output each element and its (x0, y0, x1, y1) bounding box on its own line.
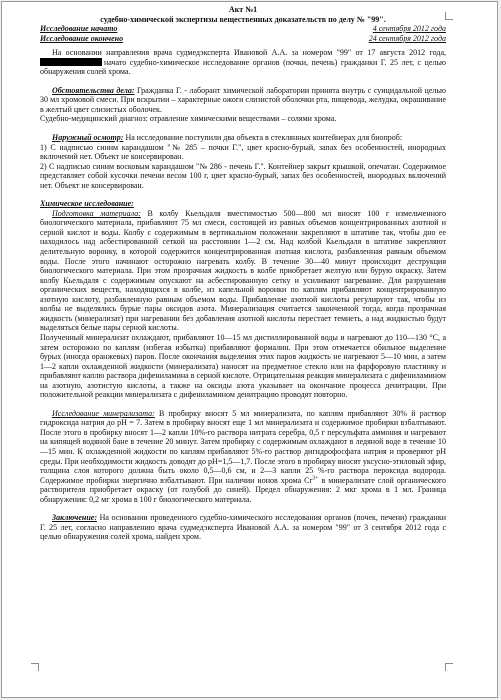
conclusion-paragraph (40, 513, 446, 542)
inspection-label: Наружный осмотр: (52, 133, 124, 143)
conclusion-text: На основании проведенного судебно-химического исследования органов (почек, печени) гражданки Г. 25 лет, согласно направлению врача судмедэксперта Ивановой А.А. за номером "99" от 3 сентября 2012 года с целью обнаружения солей хрома, найден хром. (40, 513, 446, 542)
inspection-item-2: 2) С надписью синим восковым карандашом "№ 286 - печень Г.". Контейнер закрыт крышкой, опечатан. Содержимое представляет собой кусочки печени весом 100 г, цвет красно-бурый, запах без особенностей, инородных включений нет. Объект не консервирован. (40, 161, 446, 190)
document-body (40, 5, 446, 542)
inspection-text: На исследование поступили два объекта в стеклянных контейнерах для биопроб: (123, 133, 403, 143)
margin-mark (31, 663, 39, 671)
started-date: 4 сентября 2012 года (372, 24, 446, 34)
conclusion-label: Заключение: (52, 513, 97, 523)
margin-mark (445, 663, 453, 671)
document-page (1, 1, 498, 698)
ended-label: Исследование окончено (40, 33, 124, 43)
preparation-paragraph-2: Полученный минерализат охлаждают, прибавляют 10—15 мл дистиллированной воды и нагревают до 110—130 °С, а затем осторожно по каплям (избегая избытка) прибавляют формалин. При этом отмечается обильное выделение бурых (иногда оранжевых) паров. После окончания выделения этих паров жидкость не нагревают 5—10 мин, а затем 1—2 капли охлажденной жидкости (минерализата) наносят на предметное стекло или на фарфоровую пластинку и прибавляют каплю раствора дифениламина в серной кислоте. Отрицательная реакция минерализата с дифениламином на азотную, азотистую кислоты, а также на оксиды азота указывает на окончание процесса денитрации. При положительной реакции минерализата с дифениламином денитрацию проводят повторно. (40, 332, 446, 400)
redaction-block (40, 58, 102, 66)
started-row (40, 24, 446, 34)
mineralizate-text-a: В пробирку вносят 5 мл минерализата, по каплям прибавляют 30% й раствор гидроксида натрия до pH = 7. Затем в пробирку вносят еще 1 мл минерализата и содержимое пробирки взбалтывают. После этого в пробирку вносят 1—2 капли 10%-го раствора нитрата серебра, 0,5 г персульфата аммония и нагревают на кипящей водяной бане в течение 20 минут. Затем пробирку с содержимым охлаждают в ледяной воде в течение 10—15 мин. К охлажденной жидкости по каплям прибавляют 5%-го раствор дигидрофосфата натрия и проверяют рН среды. При необходимости жидкость доводят до pH=1,5—1,7. После этого в пробирку вносят уксусно-этиловый эфир, толщина слоя которого должна быть около 0,5—0,6 см, и 2—3 капли 25 %-го раствора пероксида водорода. Содержимое пробирки энергично взбалтывают. При наличии ионов хрома Cr (40, 408, 446, 485)
intro-paragraph (40, 48, 446, 77)
diagnosis-text: Судебно-медицинский диагноз: отравление химическими веществами – солями хрома. (40, 114, 337, 124)
intro-line1: На основании направления врача судмедэксперта Ивановой А.А. за номером "99" от 17 августа 2012 года, (52, 48, 446, 58)
mineralizate-paragraph (40, 409, 446, 504)
inspection-paragraph (40, 133, 446, 143)
margin-mark (445, 12, 453, 20)
mineralizate-label: Исследование минерализата: (52, 408, 155, 418)
circumstances-text: Гражданка Г. - лаборант химической лаборатории принята внутрь с суицидальной целью 30 мл хромовой смеси. При вскрытии – характерные ожоги слизистой оболочки рта, пищевода, желудка, окрашивание в желтый цвет слизистых оболочек. (40, 85, 446, 114)
preparation-label: Подготовка материала: (52, 208, 141, 218)
ended-row (40, 34, 446, 44)
inspection-item-1: 1) С надписью синим карандашом "№ 285 – почки Г.", цвет красно-бурый, запах без особенностей, инородных включений нет. Объект не консервирован. (40, 142, 446, 162)
document-title: Акт №1 (228, 5, 258, 14)
research-heading: Химическое исследование: (40, 199, 134, 209)
circumstances-label: Обстоятельства дела: (52, 85, 135, 95)
preparation-text: В колбу Кьельдаля вместимостью 500—800 мл вносят 100 г измельченного биологического материала, прибавляют 75 мл смеси, состоящей из равных объемов концентрированных азотной и серной кислот и воды. Колбу с содержимым в вертикальном положении закрепляют в штативе так, чтобы дно ее находилось над асбестированной сеткой на расстоянии 1—2 см. Над колбой Кьельдаля в штативе закрепляют делительную воронку, в которой содержится концентрированная азотная кислота, разбавленная равным объемом воды. После этого начинают осторожно нагревать колбу. В течение 30—40 минут происходит деструкция биологического материала. При этом прозрачная жидкость в колбе приобретает желтую или бурую окраску. Затем колбу Кьельдаля с содержимым опускают на асбестированную сетку и усиливают нагревание. Для разрушения органических веществ, находящихся в колбе, из капельной воронки по каплям прибавляют концентрированную азотную кислоту, разбавленную равным объемом воды. Прибавление азотной кислоты регулируют так, чтобы из колбы не выделялись бурые пары оксидов азота. Минерализация считается законченной тогда, когда прозрачная жидкость (минерализат) при нагревании без добавления азотной кислоты перестает темнеть, а над жидкостью будут выделяться белые пары серной кислоты. (40, 208, 446, 333)
preparation-paragraph (40, 209, 446, 333)
ended-date: 24 сентября 2012 года (368, 33, 446, 43)
started-label: Исследование начато (40, 24, 118, 34)
chromium-superscript: 3+ (312, 474, 319, 481)
intro-line2: начато судебно-химическое исследование органов (почки, печень) гражданки Г. 25 лет, с целью обнаружения солей хрома. (40, 57, 446, 77)
circumstances-paragraph (40, 86, 446, 115)
document-subtitle: судебно-химической экспертизы вещественных доказательств по делу № "99". (100, 14, 386, 24)
mineralizate-text-b: в минерализате слой органического растворителя приобретает окраску (от голубой до синей). Предел обнаружения: 2 мкг хромa в 1 мл. Граница обнаружения: 0,2 мг хрома в 100 г биологического материала. (40, 475, 446, 504)
